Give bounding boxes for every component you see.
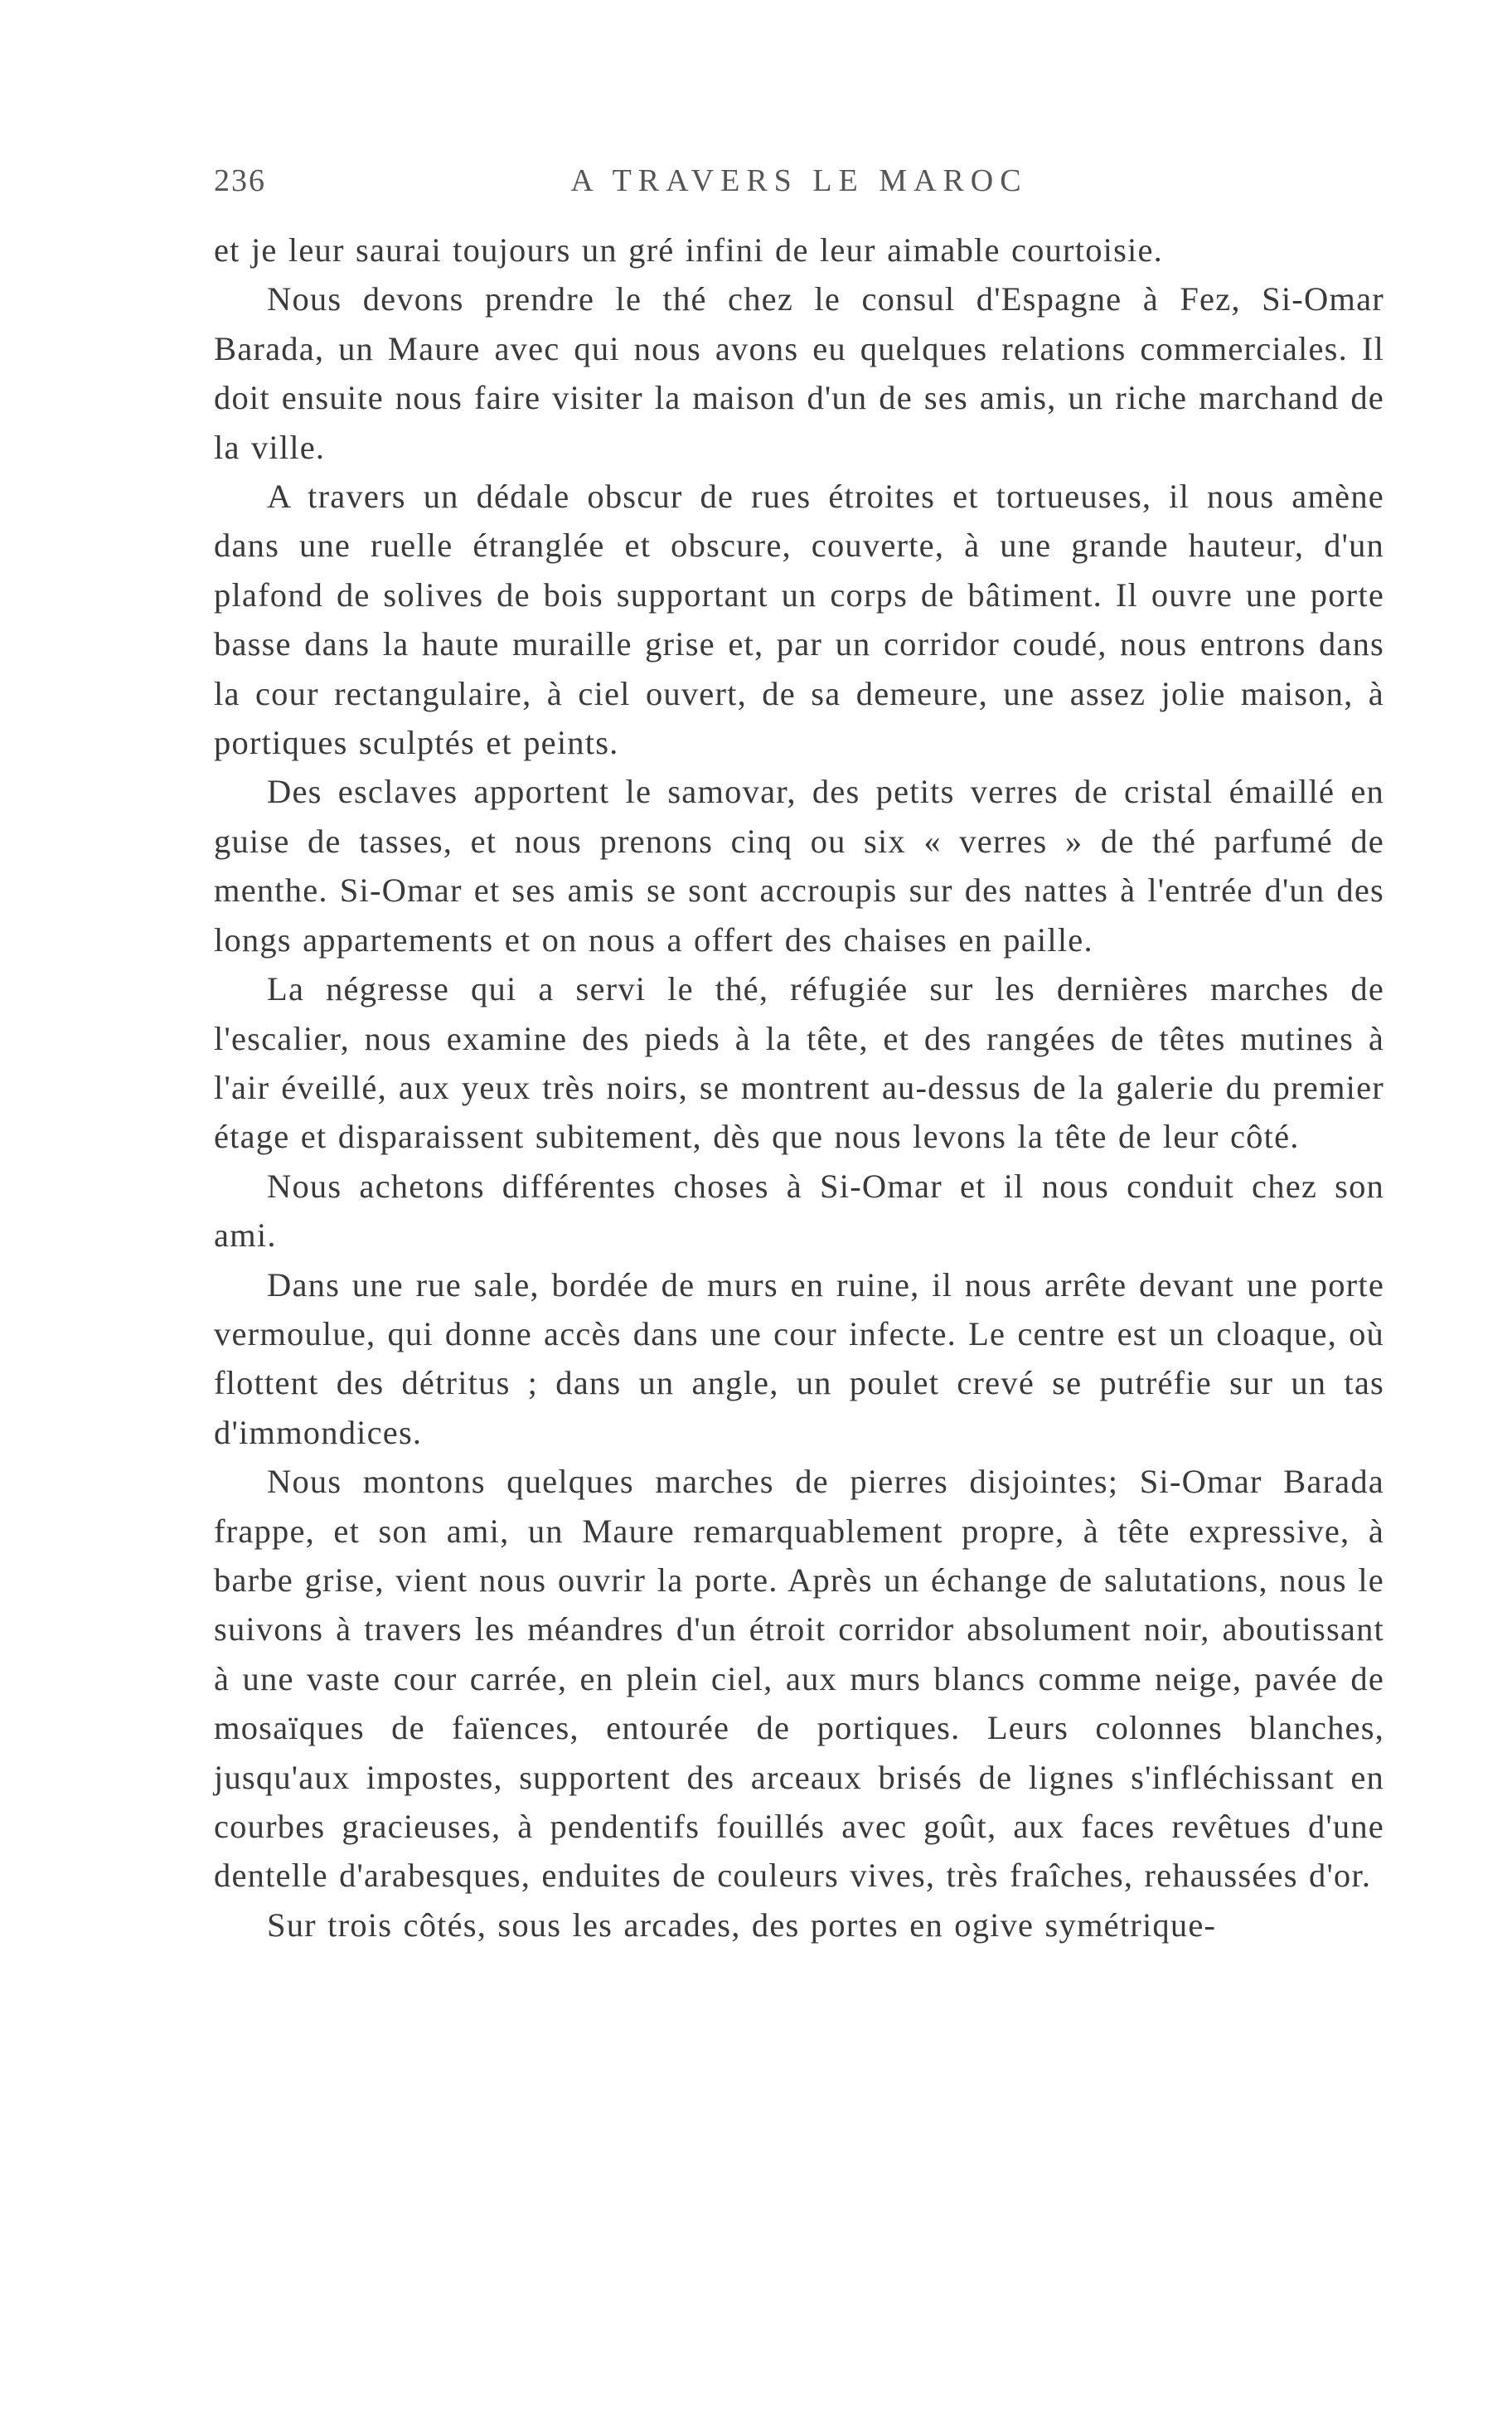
body-text (214, 226, 1384, 1949)
book-page (214, 163, 1384, 1949)
paragraph: La négresse qui a servi le thé, réfugiée sur les dernières marches de l'escalier, nous examine des pieds à la tête, et des rangées de têtes mutines à l'air éveillé, aux yeux très noirs, se montrent au-dessus de la galerie du premier étage et disparaissent subitement, dès que nous levons la tête de leur côté. (214, 970, 1384, 1156)
running-title: A TRAVERS LE MAROC (570, 163, 1028, 198)
paragraph: Des esclaves apportent le samovar, des petits verres de cristal émaillé en guise de tasses, et nous prenons cinq ou six « verres » de thé parfumé de menthe. Si-Omar et ses amis se sont accroupis sur des nattes à l'entrée d'un des longs appartements et on nous a offert des chaises en paille. (214, 773, 1384, 959)
paragraph: Nous montons quelques marches de pierres disjointes; Si-Omar Barada frappe, et son ami, un Maure remarquablement propre, à tête expressive, à barbe grise, vient nous ouvrir la porte. Après un échange de salutations, nous le suivons à travers les méandres d'un étroit corridor absolument noir, aboutissant à une vaste cour carrée, en plein ciel, aux murs blancs comme neige, pavée de mosaïques de faïences, entourée de portiques. Leurs colonnes blanches, jusqu'aux impostes, supportent des arceaux brisés de lignes s'infléchissant en courbes gracieuses, à pendentifs fouillés avec goût, aux faces revêtues d'une dentelle d'arabesques, enduites de couleurs vives, très fraîches, rehaussées d'or. (214, 1463, 1384, 1895)
paragraph: Sur trois côtés, sous les arcades, des portes en ogive symétrique- (267, 1906, 1217, 1944)
paragraph: Nous devons prendre le thé chez le consul d'Espagne à Fez, Si-Omar Barada, un Maure avec qui nous avons eu quelques relations commerciales. Il doit ensuite nous faire visiter la maison d'un de ses amis, un riche marchand de la ville. (214, 280, 1384, 466)
paragraph: Nous achetons différentes choses à Si-Omar et il nous conduit chez son ami. (214, 1167, 1384, 1255)
paragraph: A travers un dédale obscur de rues étroites et tortueuses, il nous amène dans une ruelle étranglée et obscure, couverte, à une grande hauteur, d'un plafond de solives de bois supportant un corps de bâtiment. Il ouvre une porte basse dans la haute muraille grise et, par un corridor coudé, nous entrons dans la cour rectangulaire, à ciel ouvert, de sa demeure, une assez jolie maison, à portiques sculptés et peints. (214, 478, 1384, 762)
paragraph: et je leur saurai toujours un gré infini de leur aimable courtoisie. (214, 231, 1164, 269)
paragraph: Dans une rue sale, bordée de murs en ruine, il nous arrête devant une porte vermoulue, qui donne accès dans une cour infecte. Le centre est un cloaque, où flottent des détritus ; dans un angle, un poulet crevé se putréfie sur un tas d'immondices. (214, 1265, 1384, 1451)
running-head (214, 163, 1384, 204)
page-number: 236 (214, 163, 266, 198)
